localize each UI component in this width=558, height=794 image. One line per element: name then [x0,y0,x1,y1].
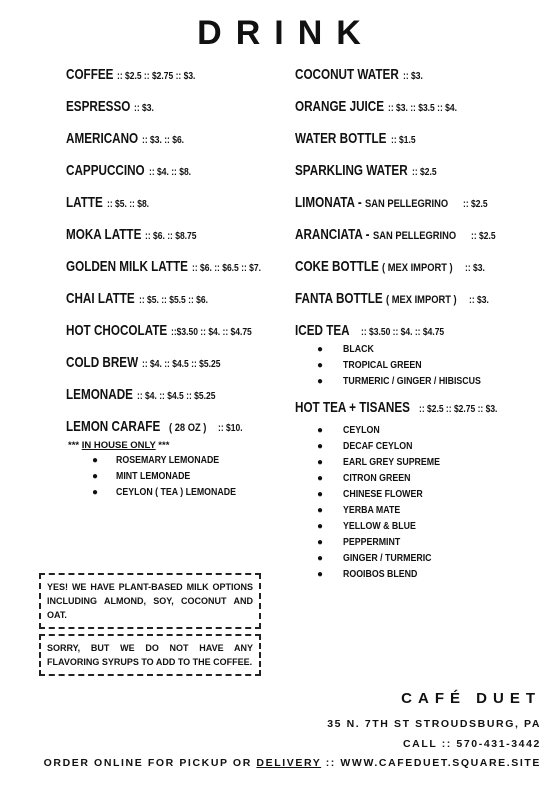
menu-item-hot-chocolate [66,322,291,354]
list-item-label: MINT LEMONADE [116,471,191,482]
list-item [295,551,545,567]
menu-item-price: :: $3.50 :: $4. :: $4.75 [361,327,445,338]
delivery-link[interactable]: DELIVERY [256,757,322,769]
list-item [295,567,545,583]
menu-item-size: ( 28 OZ ) [169,422,207,434]
list-item-label: TROPICAL GREEN [343,360,422,371]
list-item-label: ROOIBOS BLEND [343,569,418,580]
menu-item-name: MOKA LATTE [66,226,142,243]
list-item [295,342,545,358]
menu-item-name: WATER BOTTLE [295,130,387,147]
menu-item-price: :: $3. [469,295,490,306]
menu-item-name: AMERICANO [66,130,139,147]
menu-item-price: :: $2.5 [412,167,437,178]
list-item-label: ROSEMARY LEMONADE [116,455,220,466]
menu-item-name: HOT CHOCOLATE [66,322,168,339]
menu-item-price: :: $2.5 :: $2.75 :: $3. [117,71,196,82]
menu-item-name: COKE BOTTLE [295,258,379,275]
list-item [66,453,291,469]
bullet-icon: ● [92,471,99,482]
menu-item-limonata [295,194,545,226]
menu-item-cappuccino [66,162,291,194]
menu-item-subtitle: SAN PELLEGRINO [365,198,449,210]
bullet-icon: ● [317,537,324,548]
list-item-label: TURMERIC / GINGER / HIBISCUS [343,376,481,387]
list-item [295,423,545,439]
menu-item-price: :: $10. [217,423,243,434]
list-item [295,535,545,551]
menu-item-name: COLD BREW [66,354,139,371]
menu-item-orange-juice [295,98,545,130]
no-syrups-notice: SORRY, BUT WE DO NOT HAVE ANY FLAVORING SYRUPS TO ADD TO THE COFFEE. [39,634,261,676]
menu-item-moka-latte [66,226,291,258]
menu-item-price: ::$3.50 :: $4. :: $4.75 [170,327,252,338]
list-item [66,469,291,485]
list-item-label: YELLOW & BLUE [343,521,416,532]
menu-item-name: SPARKLING WATER [295,162,408,179]
in-house-only-note: *** IN HOUSE ONLY *** [68,440,170,451]
list-item [295,358,545,374]
menu-item-espresso [66,98,291,130]
bullet-icon: ● [317,489,324,500]
bullet-icon: ● [317,425,324,436]
menu-item-price: :: $5. :: $5.5 :: $6. [138,295,208,306]
list-item [295,471,545,487]
menu-item-price: :: $2.5 [463,199,488,210]
bullet-icon: ● [317,360,324,371]
menu-item-price: :: $4. :: $4.5 :: $5.25 [141,359,221,370]
menu-item-coconut-water [295,66,545,98]
bullet-icon: ● [317,344,324,355]
hot-tea-options [295,423,545,583]
menu-item-price: :: $5. :: $8. [107,199,150,210]
list-item-label: CHINESE FLOWER [343,489,423,500]
list-item-label: PEPPERMINT [343,537,401,548]
menu-item-price: :: $4. :: $8. [148,167,191,178]
menu-item-name: CHAI LATTE [66,290,135,307]
menu-item-aranciata [295,226,545,258]
menu-item-price: :: $3. [402,71,423,82]
menu-item-name: ICED TEA [295,322,350,339]
menu-item-name: ARANCIATA - [295,226,370,243]
menu-item-name: ORANGE JUICE [295,98,385,115]
menu-item-chai-latte [66,290,291,322]
list-item [295,374,545,390]
cafe-phone: CALL :: 570-431-3442 [402,738,541,750]
list-item-label: EARL GREY SUPREME [343,457,440,468]
bullet-icon: ● [317,569,324,580]
menu-item-name: HOT TEA + TISANES [295,399,410,416]
plant-milk-notice: YES! WE HAVE PLANT-BASED MILK OPTIONS INCLUDING ALMOND, SOY, COCONUT AND OAT. [39,573,261,629]
list-item [295,439,545,455]
menu-item-name: COFFEE [66,66,114,83]
menu-item-name: FANTA BOTTLE [295,290,383,307]
menu-item-price: :: $3. :: $3.5 :: $4. [388,103,458,114]
menu-item-coffee [66,66,291,98]
list-item-label: YERBA MATE [343,505,401,516]
left-menu-column [66,66,291,501]
menu-item-name: LATTE [66,194,103,211]
menu-item-sparkling-water [295,162,545,194]
menu-item-lemonade [66,386,291,418]
menu-item-subtitle: SAN PELLEGRINO [373,230,457,242]
list-item-label: CITRON GREEN [343,473,411,484]
menu-item-water-bottle [295,130,545,162]
menu-item-name: LIMONATA - [295,194,362,211]
menu-item-latte [66,194,291,226]
menu-item-price: :: $2.5 [470,231,496,242]
bullet-icon: ● [92,455,99,466]
list-item-label: BLACK [343,344,374,355]
menu-item-americano [66,130,291,162]
menu-item-iced-tea [295,322,545,342]
menu-item-price: :: $3. [465,263,486,274]
menu-item-subtitle: ( MEX IMPORT ) [386,294,457,306]
list-item [295,455,545,471]
list-item-label: DECAF CEYLON [343,441,413,452]
menu-item-price: :: $1.5 [390,135,416,146]
menu-item-golden-milk-latte [66,258,291,290]
menu-item-subtitle: ( MEX IMPORT ) [382,262,454,274]
menu-item-price: :: $4. :: $4.5 :: $5.25 [136,391,216,402]
bullet-icon: ● [317,441,324,452]
lemon-carafe-options [66,453,291,501]
menu-item-name: CAPPUCCINO [66,162,145,179]
menu-item-price: :: $6. :: $6.5 :: $7. [192,263,262,274]
cafe-name: CAFÉ DUET [401,690,541,707]
menu-item-coke-bottle [295,258,545,290]
menu-item-price: :: $3. :: $6. [141,135,184,146]
menu-item-price: :: $6. :: $8.75 [145,231,197,242]
list-item [295,487,545,503]
right-menu-column [295,66,545,583]
menu-item-name: LEMON CARAFE [66,418,161,435]
bullet-icon: ● [92,487,99,498]
website-link[interactable]: WWW.CAFEDUET.SQUARE.SITE [340,757,541,769]
menu-item-name: ESPRESSO [66,98,131,115]
menu-item-name: GOLDEN MILK LATTE [66,258,188,275]
bullet-icon: ● [317,505,324,516]
bullet-icon: ● [317,521,324,532]
list-item-label: GINGER / TURMERIC [343,553,432,564]
menu-item-fanta-bottle [295,290,545,322]
menu-item-name: LEMONADE [66,386,133,403]
menu-item-hot-tea [295,399,545,419]
list-item [295,519,545,535]
menu-item-price: :: $3. [133,103,154,114]
bullet-icon: ● [317,553,324,564]
cafe-address: 35 N. 7TH ST STROUDSBURG, PA [327,718,541,730]
bullet-icon: ● [317,457,324,468]
bullet-icon: ● [317,473,324,484]
list-item-label: CEYLON [343,425,380,436]
iced-tea-options [295,342,545,390]
menu-item-price: :: $2.5 :: $2.75 :: $3. [418,404,498,415]
list-item [66,485,291,501]
list-item-label: CEYLON ( TEA ) LEMONADE [116,487,236,498]
order-online-line: ORDER ONLINE FOR PICKUP OR DELIVERY :: WWW.CAFEDUET.SQUARE.SITE [43,757,541,769]
bullet-icon: ● [317,376,324,387]
menu-item-lemon-carafe [66,418,291,438]
menu-item-cold-brew [66,354,291,386]
menu-title: DRINK [197,14,375,52]
list-item [295,503,545,519]
menu-item-name: COCONUT WATER [295,66,399,83]
